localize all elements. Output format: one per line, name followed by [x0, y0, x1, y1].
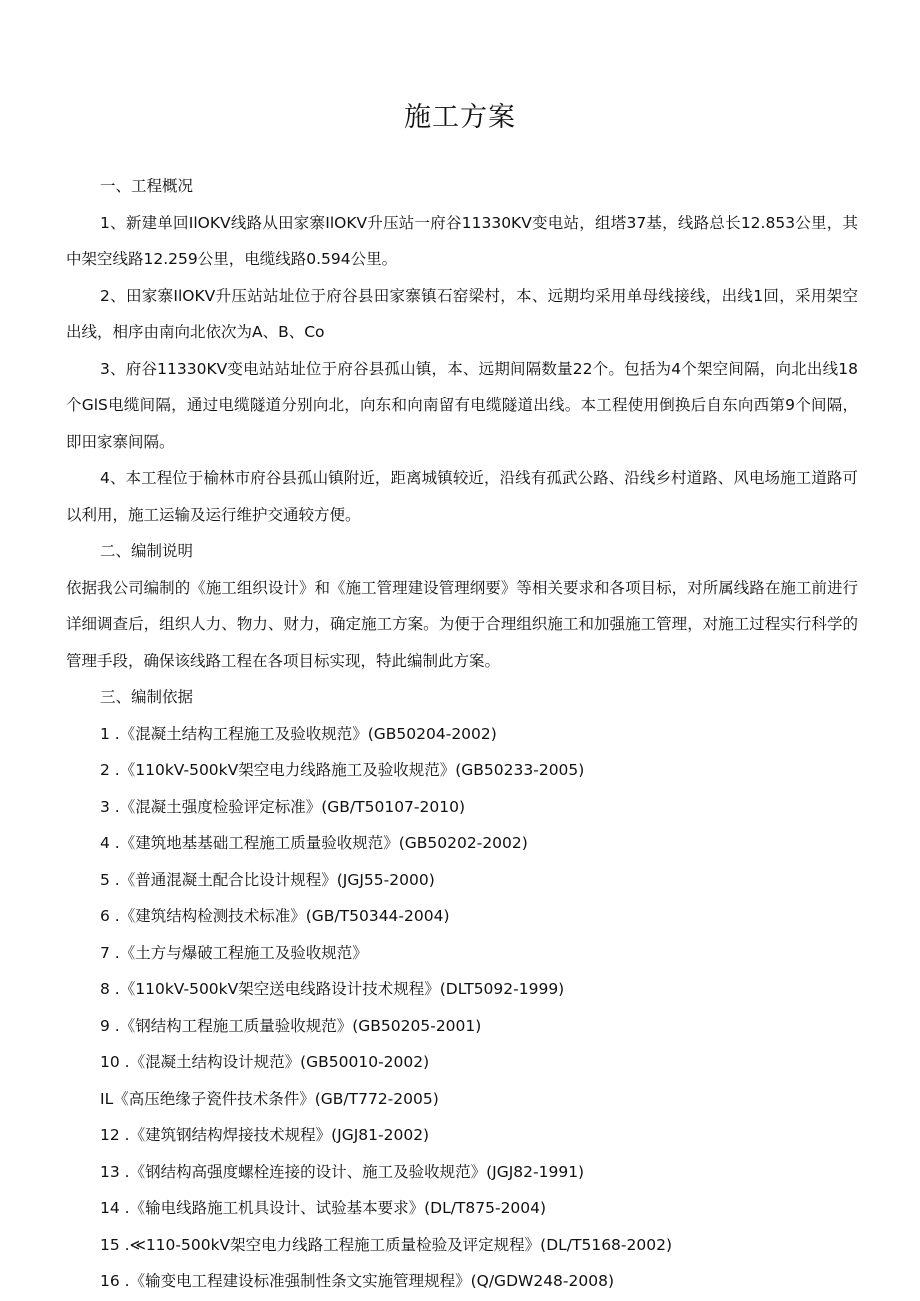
reference-number: 1: [100, 724, 110, 743]
reference-text: .《建筑结构检测技术标准》(GB/T50344-2004): [109, 907, 450, 925]
reference-text: .《混凝土强度检验评定标准》(GB/T50107-2010): [109, 797, 466, 816]
section-heading-overview: 一、工程概况: [100, 177, 194, 195]
reference-list: [66, 716, 858, 1300]
reference-number: 14: [100, 1199, 120, 1217]
reference-number: 8: [100, 980, 110, 998]
reference-text: .《110kV-500kV架空送电线路设计技术规程》(DLT5092-1999): [109, 980, 565, 998]
reference-item: [66, 898, 858, 935]
document-body: [66, 168, 858, 1300]
reference-text: 《高压绝缘子瓷件技术条件》(GB/T772-2005): [113, 1089, 439, 1108]
reference-item: [66, 789, 858, 826]
reference-text: .《输电线路施工机具设计、试验基本要求》(DL/T875-2004): [119, 1199, 547, 1217]
reference-text: .《土方与爆破工程施工及验收规范》: [109, 943, 368, 962]
reference-item: [66, 716, 858, 753]
reference-item: [66, 971, 858, 1008]
reference-item: [66, 1227, 858, 1264]
document-title: 施工方案: [404, 102, 516, 133]
explanation-paragraph: 依据我公司编制的《施工组织设计》和《施工管理建设管理纲要》等相关要求和各项目标，对所属线路在施工前进行详细调查后，组织人力、物力、财力，确定施工方案。为便于合理组织施工和加强施工管理，对施工过程实行科学的管理手段，确保该线路工程在各项目标实现，特此编制此方案。: [66, 578, 858, 670]
overview-paragraph-2: 2、田家寨IlOKV升压站站址位于府谷县田家寨镇石窑梁村，本、远期均采用单母线接线，出线1回，采用架空出线，相序由南向北依次为A、B、Co: [66, 286, 858, 341]
section-heading-explanation: 二、编制说明: [100, 542, 194, 560]
reference-number: 9: [100, 1016, 110, 1035]
overview-paragraph-4: 4、本工程位于榆林市府谷县孤山镇附近，距离城镇较近，沿线有孤武公路、沿线乡村道路、风电场施工道路可以利用，施工运输及运行维护交通较方便。: [66, 469, 858, 524]
reference-number: 13: [100, 1162, 120, 1181]
reference-item: [66, 862, 858, 899]
reference-text: .《混凝土结构设计规范》(GB50010-2002): [119, 1053, 430, 1071]
reference-text: .《输变电工程建设标准强制性条文实施管理规程》(Q/GDW248-2008): [119, 1272, 615, 1290]
reference-item: [66, 1263, 858, 1300]
reference-item: [66, 1008, 858, 1045]
overview-paragraph-1: 1、新建单回IlOKV线路从田家寨IlOKV升压站一府谷11330KV变电站，组塔37基，线路总长12.853公里，其中架空线路12.259公里，电缆线路0.594公里。: [66, 213, 858, 268]
reference-number: 3: [100, 797, 110, 816]
reference-text: .《建筑地基基础工程施工质量验收规范》(GB50202-2002): [109, 834, 528, 852]
reference-text: .《建筑钢结构焊接技术规程》(JGJ81-2002): [119, 1126, 430, 1144]
overview-paragraph-3: 3、府谷11330KV变电站站址位于府谷县孤山镇，本、远期间隔数量22个。包括为4个架空间隔，向北出线18个GlS电缆间隔，通过电缆隧道分别向北，向东和向南留有电缆隧道出线。本工程使用倒换后自东向西第9个间隔，即田家寨间隔。: [66, 359, 858, 451]
reference-item: [66, 1117, 858, 1154]
reference-number: 6: [100, 907, 110, 925]
section-heading-basis: 三、编制依据: [100, 688, 194, 706]
reference-number: 2: [100, 761, 110, 779]
reference-item: [66, 1190, 858, 1227]
reference-number: 7: [100, 943, 110, 962]
reference-text: .《110kV-500kV架空电力线路施工及验收规范》(GB50233-2005): [109, 761, 585, 779]
reference-item: [66, 752, 858, 789]
reference-number: 16: [100, 1272, 120, 1290]
reference-text: .《钢结构工程施工质量验收规范》(GB50205-2001): [109, 1016, 482, 1035]
reference-number: 5: [100, 870, 110, 889]
reference-text: .《混凝土结构工程施工及验收规范》(GB50204-2002): [109, 724, 497, 743]
reference-text: .《普通混凝土配合比设计规程》(JGJ55-2000): [109, 870, 435, 889]
reference-item: [66, 1044, 858, 1081]
reference-number: 4: [100, 834, 110, 852]
reference-number: 12: [100, 1126, 120, 1144]
reference-item: [66, 825, 858, 862]
reference-item: [66, 1154, 858, 1191]
reference-item: [66, 935, 858, 972]
reference-text: .≪110-500kV架空电力线路工程施工质量检验及评定规程》(DL/T5168-2002): [119, 1235, 672, 1254]
reference-number: 15: [100, 1235, 120, 1254]
reference-number: 10: [100, 1053, 120, 1071]
reference-text: .《钢结构高强度螺栓连接的设计、施工及验收规范》(JGJ82-1991): [119, 1162, 585, 1181]
reference-number: IL: [100, 1089, 114, 1108]
reference-item: [66, 1081, 858, 1118]
